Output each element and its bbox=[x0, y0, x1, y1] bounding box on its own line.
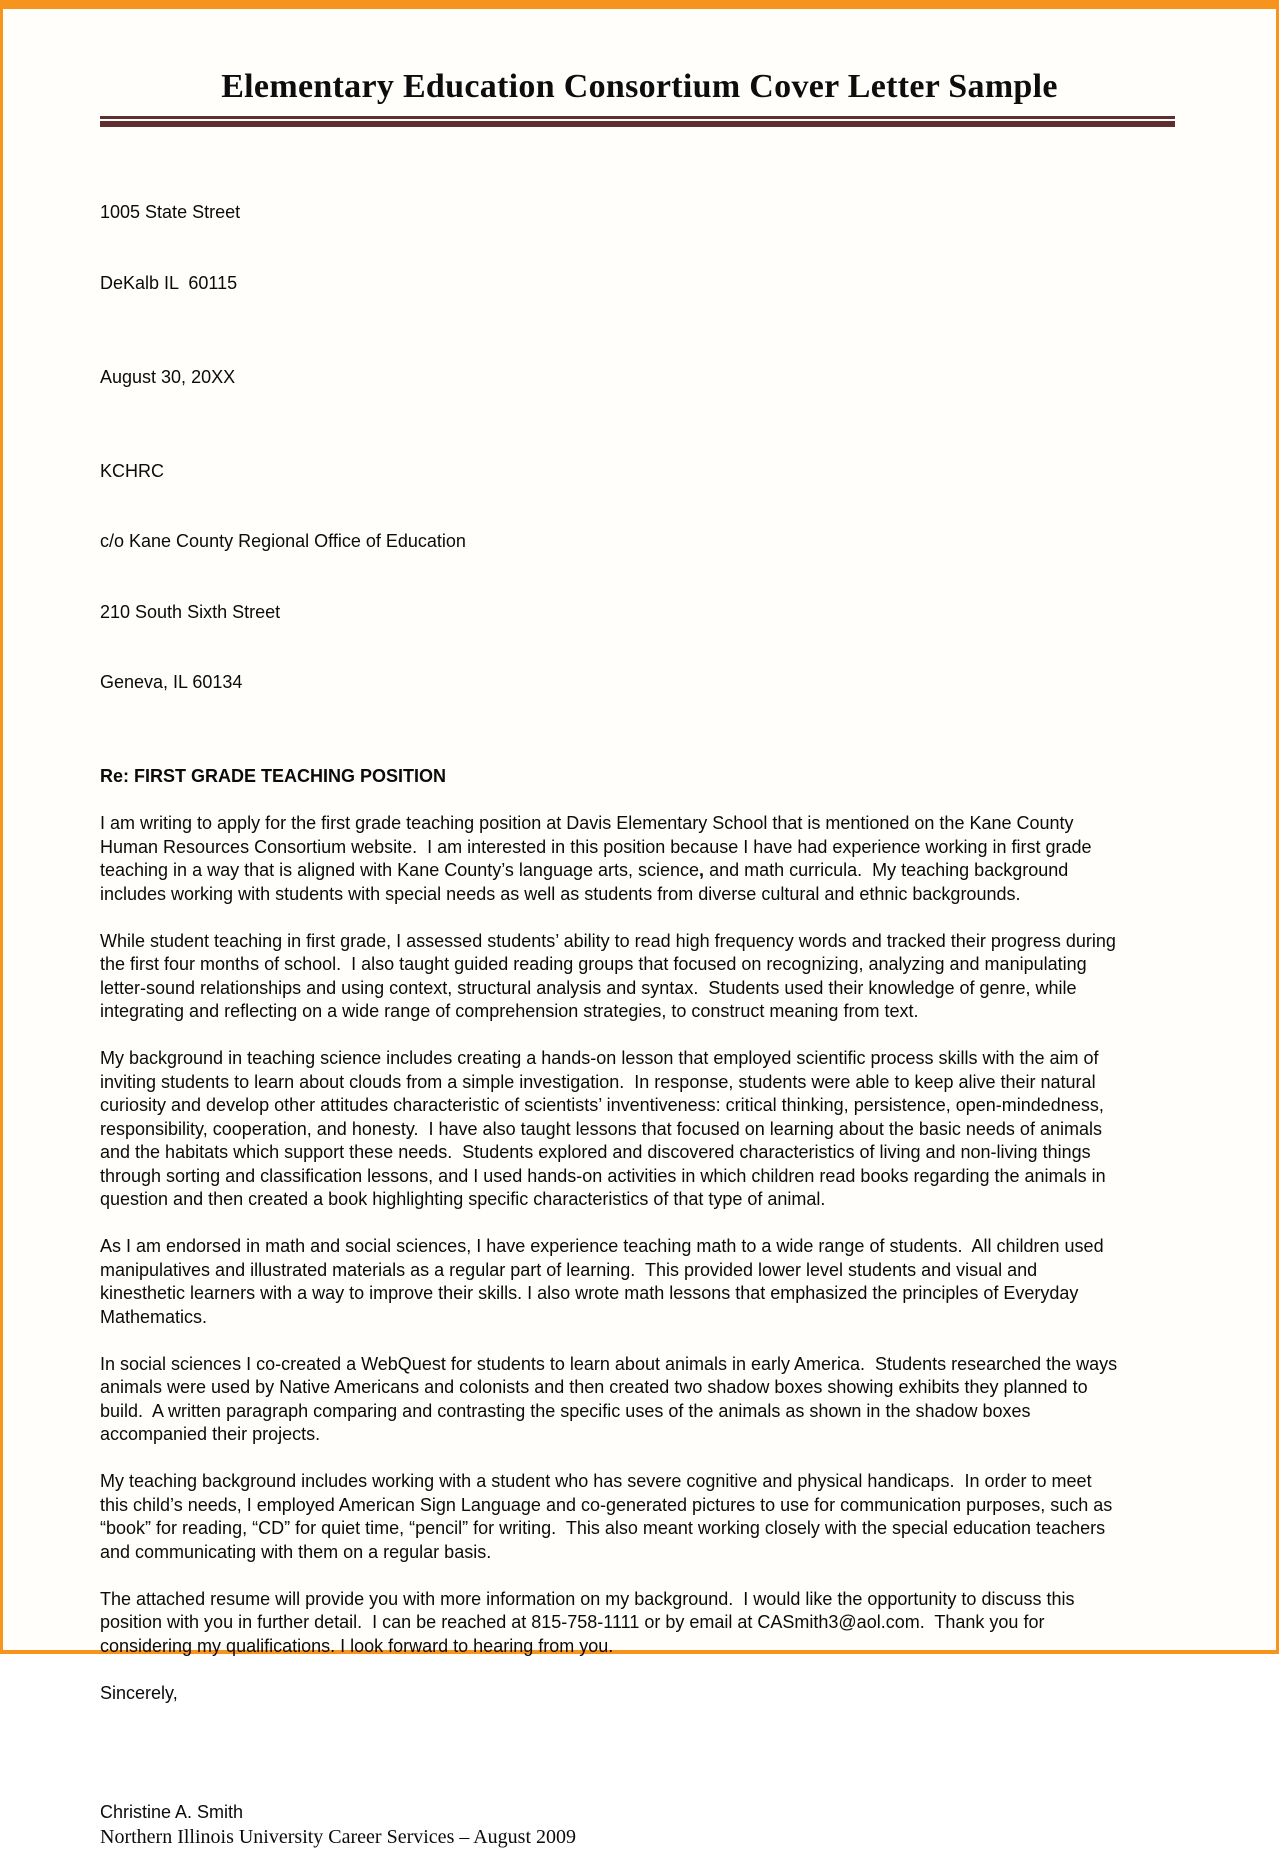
paragraph bbox=[100, 812, 1118, 906]
paragraph-segment: I am writing to apply for the first grade teaching position at Davis Elementary School that is mentioned on the Kane County Human Resources Consortium website. I am interested in this position because I have had experience working in first grade teaching in a way that is aligned with Kane County’s language arts, science bbox=[100, 813, 1097, 880]
subject-line: Re: FIRST GRADE TEACHING POSITION bbox=[100, 766, 447, 786]
signature-name: Christine A. Smith bbox=[100, 1801, 244, 1822]
closing-line: Sincerely, bbox=[100, 1682, 178, 1703]
paragraph bbox=[100, 930, 1121, 1024]
paragraph-segment: and math curricula. My teaching background includes working with students with special needs as well as students from diverse cultural and ethnic backgrounds. bbox=[100, 860, 1074, 904]
paragraph-segment: The attached resume will provide you with more information on my background. I would like the opportunity to discuss this position with you in further detail. I can be reached at 815-758-1111 or by email at CASmith3@aol.com. Thank you for considering my qualifications. I look forward to hearing from you. bbox=[100, 1588, 1080, 1656]
paragraph bbox=[100, 1588, 1118, 1659]
recipient-address-line: KCHRC bbox=[100, 460, 165, 481]
recipient-address-line: Geneva, IL 60134 bbox=[100, 672, 243, 692]
signature-space bbox=[100, 1729, 1118, 1801]
body-paragraphs bbox=[100, 812, 1123, 1658]
title-divider-thin-line bbox=[100, 116, 1175, 119]
paragraph-bold-segment: , bbox=[699, 860, 705, 880]
recipient-address-line: c/o Kane County Regional Office of Education bbox=[100, 531, 466, 551]
title-divider bbox=[100, 116, 1175, 127]
paragraph-segment: As I am endorsed in math and social sciences, I have experience teaching math to a wide range of students. All children used manipulatives and illustrated materials as a regular part of learning. This provided lower level students and visual and kinesthetic learners with a way to improve their skills. I also wrote math lessons that emphasized the principles of Everyday Mathematics. bbox=[100, 1236, 1109, 1327]
letter-body bbox=[100, 154, 1123, 1851]
title-divider-thick-line bbox=[100, 121, 1175, 127]
paragraph-segment: In social sciences I co-created a WebQuest for students to learn about animals in early America. Students researched the ways animals were used by Native Americans and colonists and then created two shadow boxes showing exhibits they planned to build. A written paragraph comparing and contrasting the specific uses of the animals as shown in the shadow boxes accompanied their projects. bbox=[100, 1353, 1123, 1444]
paragraph bbox=[100, 1235, 1118, 1329]
sender-address-line: DeKalb IL 60115 bbox=[100, 272, 238, 293]
recipient-address-line: 210 South Sixth Street bbox=[100, 601, 281, 622]
sender-address-line: 1005 State Street bbox=[100, 202, 241, 222]
date-line: August 30, 20XX bbox=[100, 366, 236, 387]
paragraph-segment: My teaching background includes working with a student who has severe cognitive and physical handicaps. In order to meet this child’s needs, I employed American Sign Language and co-generated pictures to use for communication purposes, such as “book” for reading, “CD” for quiet time, “pencil” for writing. This also meant working closely with the special education teachers and communicating with them on a regular basis. bbox=[100, 1471, 1118, 1562]
signature-credit: Northern Illinois University Career Services – August 2009 bbox=[100, 1826, 577, 1848]
page-title: Elementary Education Consortium Cover Letter Sample bbox=[221, 68, 1058, 105]
paragraph-segment: My background in teaching science includes creating a hands-on lesson that employed scientific process skills with the aim of inviting students to learn about clouds from a simple investigation. In response, students were able to keep alive their natural curiosity and develop other attitudes characteristic of scientists’ inventiveness: critical thinking, persistence, open-mindedness, responsibility, cooperation, and honesty. I have also taught lessons that focused on learning about the basic needs of animals and the habitats which support these needs. Students explored and discovered characteristics of living and non-living things through sorting and classification lessons, and I used hands-on activities in which children read books regarding the animals in question and then created a book highlighting specific characteristics of that type of animal. bbox=[100, 1048, 1111, 1209]
paragraph bbox=[100, 1353, 1123, 1447]
recipient-address bbox=[100, 413, 1118, 742]
paragraph-segment: While student teaching in first grade, I assessed students’ ability to read high frequency words and tracked their progress during the first four months of school. I also taught guided reading groups that focused on recognizing, analyzing and manipulating letter-sound relationships and using context, structural analysis and syntax. Students used their knowledge of genre, while integrating and reflecting on a wide range of comprehension strategies, to construct meaning from text. bbox=[100, 930, 1121, 1021]
paragraph bbox=[100, 1470, 1118, 1564]
sender-address bbox=[100, 154, 1118, 342]
paragraph bbox=[100, 1047, 1118, 1212]
